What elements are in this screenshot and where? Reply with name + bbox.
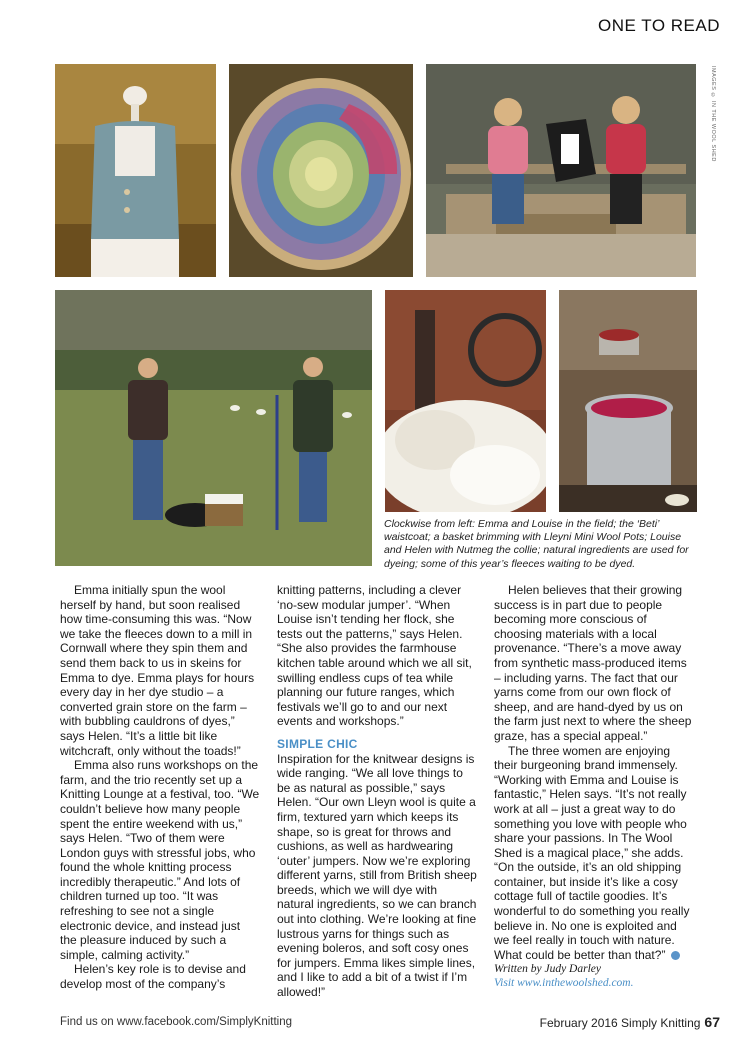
- end-mark-icon: [671, 951, 680, 960]
- subheading: SIMPLE CHIC: [277, 736, 358, 751]
- fleeces-photo: [385, 290, 546, 512]
- image-credit: IMAGES © IN THE WOOL SHED: [710, 66, 716, 162]
- section-title: ONE TO READ: [597, 16, 720, 35]
- louise-helen-photo: [426, 64, 696, 277]
- field-photo: [55, 290, 372, 566]
- article-column-2: [277, 583, 477, 1000]
- website-link[interactable]: Visit www.inthewoolshed.com.: [494, 977, 634, 990]
- author: Written by Judy Darley: [494, 963, 601, 976]
- paragraph-text: The three women are enjoying their burgeoning brand immensely. “Working with Emma and Louise is fantastic,” Helen says. “It’s not really work at all – just a great way to do something you love with people who share your passions. In The Wool Shed is a magical place,” she adds. “On the outside, it’s an old shipping container, but inside it’s like a cosy cottage full of tactile goodies. It’s wonderful to do something you really believe in. No one is exploited and we feel really in touch with nature. What could be better than that?”: [494, 743, 690, 962]
- wool-basket-photo: [229, 64, 413, 277]
- article-column-1: [60, 583, 260, 992]
- paragraph: Helen believes that their growing success is in part due to people becoming more conscious of choosing materials with a local provenance. “There’s a move away from synthetic mass-produced items – including yarns. The fact that our yarns come from our own flock of sheep, and are hand-dyed by us on the farm just next to where the sheep graze, has a special appeal.”: [494, 583, 692, 743]
- photo-caption: Clockwise from left: Emma and Louise in the field; the ‘Beti’ waistcoat; a basket brimming with Lleyni Mini Wool Pots; Louise and Helen with Nutmeg the collie; natural ingredients are used for dyeing; some of this year’s fleeces waiting to be dyed.: [384, 518, 689, 570]
- paragraph: knitting patterns, including a clever ‘no-sew modular jumper’. “When Louise isn’t tending her flock, she tests out the patterns,” says Helen. “She also provides the farmhouse kitchen table around which we all sit, swilling endless cups of tea while planning our future ranges, which festivals we’ll go to and our next events and workshops.”: [277, 583, 472, 729]
- waistcoat-photo: [55, 64, 216, 277]
- paragraph: Helen’s key role is to devise and develop most of the company’s: [60, 962, 246, 992]
- facebook-footer: Find us on www.facebook.com/SimplyKnitting: [60, 1016, 293, 1028]
- byline: [494, 962, 694, 990]
- article-column-3: [494, 583, 694, 990]
- paragraph: [494, 744, 694, 963]
- paragraph: Emma initially spun the wool herself by hand, but soon realised how time-consuming this was. “Now we take the fleeces down to a mill in Cornwall where they spin them and send them back to us in skeins for Emma to dye. Emma plays for hours every day in her dye studio – a converted grain store on the farm – with bubbling cauldrons of dyes,” says Helen. “It’s a little bit like witchcraft, only without the toads!”: [60, 583, 255, 758]
- issue-name: February 2016 Simply Knitting: [539, 1016, 701, 1030]
- paragraph: Inspiration for the knitwear designs is wide ranging. “We all love things to be as natural as possible,” says Helen. “Our own Lleyn wool is quite a firm, textured yarn which keeps its shape, so is great for throws and cushions, as well as hardwearing ‘outer’ jumpers. Now we’re exploring different yarns, still from British sheep breeds, which we will dye with natural ingredients, so we can branch out into clothing. We’re looking at fine lustrous yarns for things such as evening boleros, and soft cosy ones for jumpers. Emma likes simple lines, and I like to add a bit of a twist if I’m allowed!”: [277, 751, 477, 1000]
- page-number: 67: [704, 1014, 720, 1030]
- dyeing-photo: [559, 290, 697, 512]
- issue-footer: [540, 1014, 720, 1030]
- paragraph: Emma also runs workshops on the farm, and the trio recently set up a Knitting Lounge at a festival, too. “We couldn’t believe how many people spent the entire weekend with us,” says Helen. “Two of them were London guys with stressful jobs, who found the whole knitting process incredibly therapeutic.” And lots of children turned up too. “It was refreshing to see not a single electronic device, and instead just the pleasure induced by such a simple, calming activity.”: [60, 758, 260, 962]
